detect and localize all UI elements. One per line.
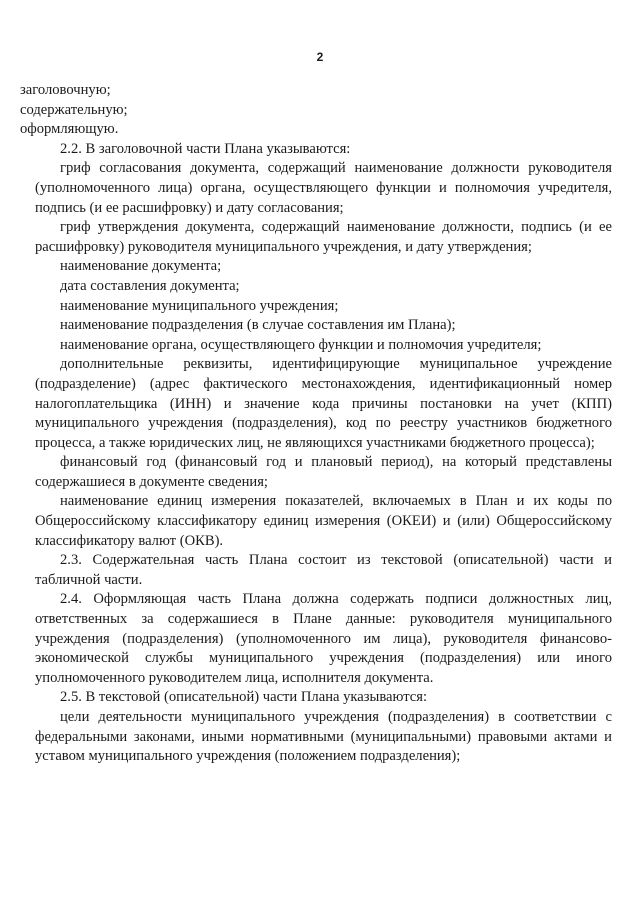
document-body [20,81,612,767]
paragraph-activity-goals: цели деятельности муниципального учреждения (подразделения) в соответствии с федеральными законами, иными нормативными (муниципальными) правовыми актами и уставом муниципального учреждения (положением подразделения); [35,709,612,765]
list-item-content-part: содержательную; [20,101,128,118]
paragraph-subdivision-name: наименование подразделения (в случае составления им Плана); [60,317,456,334]
section-2-3-paragraph: 2.3. Содержательная часть Плана состоит из текстовой (описательной) части и табличной части. [35,552,612,588]
list-item-header-part: заголовочную; [20,82,111,98]
paragraph-financial-year: финансовый год (финансовый год и плановый период), на который представлены содержашиеся в документе сведения; [35,454,612,490]
page-number: 2 [316,50,324,64]
paragraph-document-name: наименование документа; [60,258,222,275]
paragraph-founder-body-name: наименование органа, осуществляющего функции и полномочия учредителя; [60,336,542,353]
section-2-4-paragraph: 2.4. Оформляющая часть Плана должна содержать подписи должностных лиц, ответственных за содержашиеся в Плане данные: руководителя муниципального учреждения (подразделения) (уполномоченного им лица), руководителя финансово-экономической службы муниципального учреждения (подразделения) или иного уполномоченного руководителем лица, исполнителя документа. [35,591,612,686]
paragraph-document-date: дата составления документа; [60,277,240,294]
paragraph-confirmation-stamp: гриф утверждения документа, содержащий наименование должности, подпись (и ее расшифровку) руководителя муниципального учреждения, и дату утверждения; [35,219,612,255]
section-2-5-heading: 2.5. В текстовой (описательной) части Плана указываются: [60,689,428,706]
list-item-formatting-part: оформляющую. [20,121,119,138]
paragraph-additional-details: дополнительные реквизиты, идентифицирующие муниципальное учреждение (подразделение) (адрес фактического местонахождения, идентификационный номер налогоплательщика (ИНН) и значение кода причины постановки на учет (КПП) муниципального учреждения (подразделения), код по реестру участников бюджетного процесса, а также юридических лиц, не являющихся участниками бюджетного процесса); [35,356,612,451]
paragraph-institution-name: наименование муниципального учреждения; [60,297,339,314]
paragraph-approval-stamp: гриф согласования документа, содержащий наименование должности руководителя (уполномоченного лица) органа, осуществляющего функции и полномочия учредителя, подпись (и ее расшифровку) и дату согласования; [35,160,612,216]
paragraph-units-of-measure: наименование единиц измерения показателей, включаемых в План и их коды по Общероссийскому классификатору единиц измерения (ОКЕИ) и (или) Общероссийскому классификатору валют (ОКВ). [35,493,612,549]
section-2-2-heading: 2.2. В заголовочной части Плана указываются: [60,140,351,157]
